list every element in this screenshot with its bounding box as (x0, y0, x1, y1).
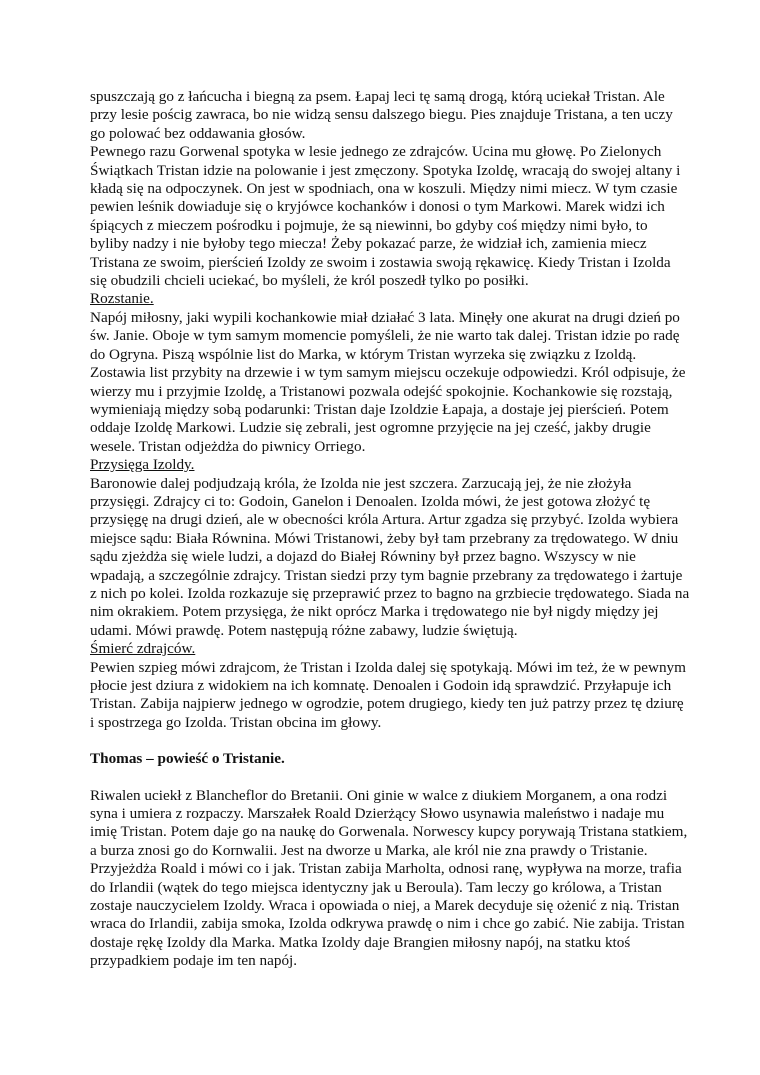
section-heading-przysiega: Przysięga Izoldy. (90, 456, 195, 474)
section-title-thomas: Thomas – powieść o Tristanie. (90, 750, 285, 768)
paragraph-rozstanie: Napój miłosny, jaki wypili kochankowie miał działać 3 lata. Minęły one akurat na drugi dzień po św. Janie. Oboje w tym samym momencie pomyśleli, że nie warto tak dalej. Tristan idzie po radę do Ogryna. Piszą wspólnie list do Marka, w którym Tristan wyrzeka się związku z Izoldą. Zostawia list przybity na drzewie i w tym samym miejscu oczekuje odpowiedzi. Król odpisuje, że wierzy mu i przyjmie Izoldę, a Tristanowi pozwala odejść spokojnie. Kochankowie się rozstają, wymieniają między sobą podarunki: Tristan daje Izoldzie Łapaja, a dostaje jej pierścień. Potem oddaje Izoldę Markowi. Ludzie się zebrali, jest ogromne przyjęcie na jej cześć, jakby drugie wesele. Tristan odjeżdża do piwnicy Orriego. (90, 308, 686, 455)
paragraph-forest-sword: Pewnego razu Gorwenal spotyka w lesie jednego ze zdrajców. Ucina mu głowę. Po Zielonych Świątkach Tristan idzie na polowanie i jest zmęczony. Spotyka Izoldę, wracają do swojej altany i kładą się na odpoczynek. On jest w spodniach, ona w koszuli. Między nimi miecz. W tym czasie pewien leśnik dowiaduje się o kryjówce kochanków i donosi o tym Markowi. Marek widzi ich śpiących z mieczem pośrodku i pojmuje, że są niewinni, bo gdyby coś między nimi było, to byliby nadzy i nie byłoby tego miecza! Żeby pokazać parze, że widział ich, zamienia miecz Tristana ze swoim, pierścień Izoldy ze swoim i zostawia swoją rękawicę. Kiedy Tristan i Izolda się obudzili chcieli uciekać, bo myśleli, że król poszedł tylko po posiłki. (90, 143, 681, 290)
paragraph-smierc: Pewien szpieg mówi zdrajcom, że Tristan i Izolda dalej się spotykają. Mówi im też, że w pewnym płocie jest dziura z widokiem na ich komnatę. Denoalen i Godoin idą sprawdzić. Przyłapuje ich Tristan. Zabija najpierw jednego w ogrodzie, potem drugiego, kiedy ten już patrzy przez tę dziurę i spostrzega go Izolda. Tristan obcina im głowy. (90, 658, 686, 731)
paragraph-thomas: Riwalen uciekł z Blancheflor do Bretanii. Oni ginie w walce z diukiem Morganem, a ona rodzi syna i umiera z rozpaczy. Marszałek Roald Dzierżący Słowo usynawia maleństwo i nadaje mu imię Tristan. Potem daje go na naukę do Gorwenala. Norwescy kupcy porywają Tristana statkiem, a burza znosi go do Kornwalii. Jest na dworze u Marka, ale król nie zna prawdy o Tristanie. Przyjeżdża Roald i mówi co i jak. Tristan zabija Marholta, odnosi ranę, wypływa na morze, trafia do Irlandii (wątek do tego miejsca identyczny jak u Beroula). Tam leczy go królowa, a Tristan zostaje nauczycielem Izoldy. Wraca i opowiada o niej, a Marek decyduje się ożenić z nią. Tristan wraca do Irlandii, zabija smoka, Izolda odkrywa prawdę o nim i chce go zabić. Nie zabija. Tristan dostaje rękę Izoldy dla Marka. Matka Izoldy daje Brangien miłosny napój, na statku ktoś przypadkiem podaje im ten napój. (90, 786, 688, 970)
document-page (90, 88, 690, 971)
paragraph-przysiega: Baronowie dalej podjudzają króla, że Izolda nie jest szczera. Zarzucają jej, że nie złożyła przysięgi. Zdrajcy ci to: Godoin, Ganelon i Denoalen. Izolda mówi, że jest gotowa złożyć tę przysięgę na drugi dzień, ale w obecności króla Artura. Artur zgadza się przybyć. Izolda wybiera miejsce sądu: Biała Równina. Mówi Tristanowi, żeby był tam przebrany za trędowatego. W dniu sądu zjeżdża się wiele ludzi, a dojazd do Białej Równiny był przez bagno. Wszyscy w nie wpadają, a szczególnie zdrajcy. Tristan siedzi przy tym bagnie przebrany za trędowatego i żartuje z nich po kolei. Izolda rozkazuje się przeprawić przez to bagno na grzbiecie trędowatego. Siada na nim okrakiem. Potem przysięga, że nikt oprócz Marka i trędowatego nie był nigdy między jej udami. Mówi prawdę. Potem następują różne zabawy, ludzie świętują. (90, 474, 690, 639)
section-heading-rozstanie: Rozstanie. (90, 290, 154, 308)
paragraph-chase: spuszczają go z łańcucha i biegną za psem. Łapaj leci tę samą drogą, którą uciekał Tristan. Ale przy lesie pościg zawraca, bo nie widzą sensu dalszego biegu. Pies znajduje Tristana, a ten uczy go polować bez oddawania głosów. (90, 88, 673, 142)
section-heading-smierc: Śmierć zdrajców. (90, 640, 196, 658)
